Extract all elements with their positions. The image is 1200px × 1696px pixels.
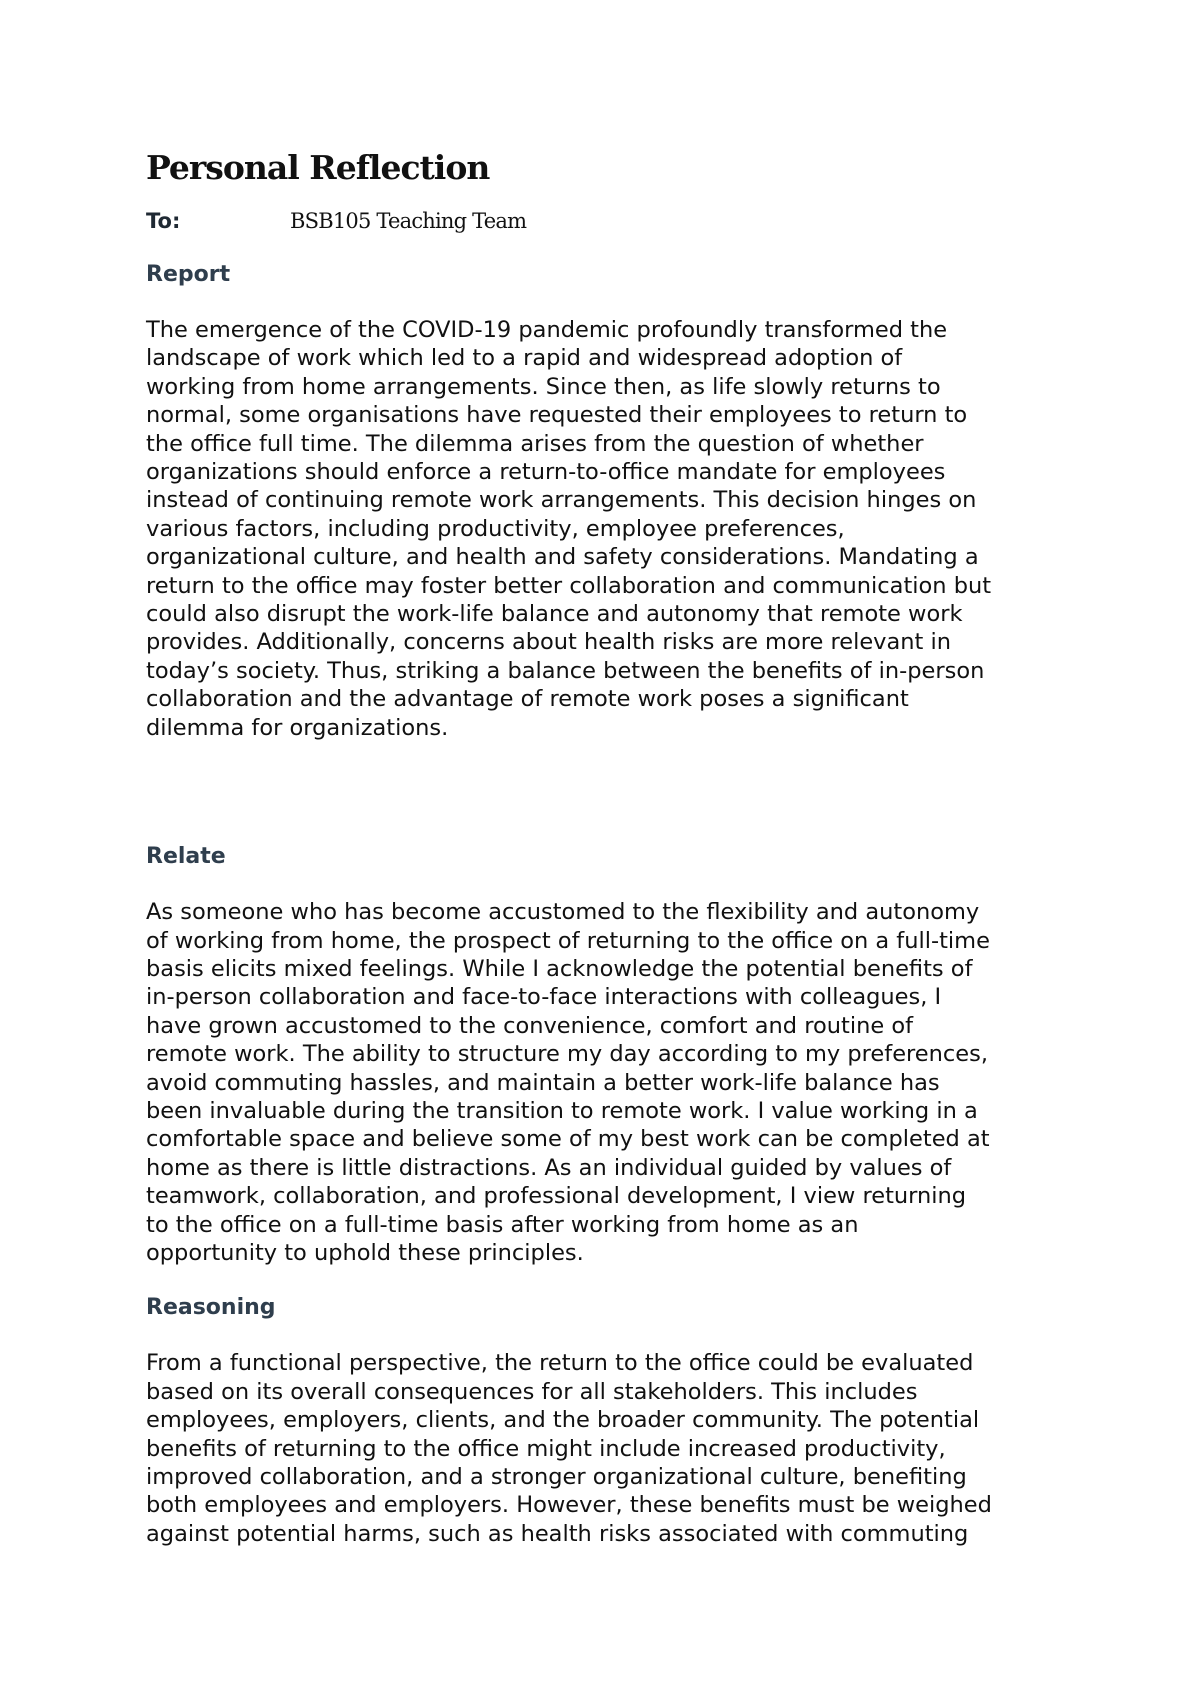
section-heading-report: Report (146, 262, 231, 287)
section-heading-reasoning: Reasoning (146, 1295, 276, 1321)
recipient-value: BSB105 Teaching Team (290, 209, 527, 233)
recipient-label: To: (146, 209, 181, 233)
recipient-line (146, 204, 1066, 238)
section-body-relate: As someone who has become accustomed to the flexibility and autonomy of working from home, the prospect of returning to the office on a full-time basis elicits mixed feelings. While I acknowledge the potential benefits of in-person collaboration and face-to-face interactions with colleagues, I have grown accustomed to the convenience, comfort and routine of remote work. The ability to structure my day according to my preferences, avoid commuting hassles, and maintain a better work-life balance has been invaluable during the transition to remote work. I value working in a comfortable space and believe some of my best work can be completed at home as there is little distractions. As an individual guided by values of teamwork, collaboration, and professional development, I view returning to the office on a full-time basis after working from home as an opportunity to uphold these principles. (146, 899, 990, 1266)
section-heading-relate: Relate (146, 844, 226, 870)
document-content (146, 146, 1066, 1548)
section-body-report: The emergence of the COVID-19 pandemic profoundly transformed the landscape of work which led to a rapid and widespread adoption of working from home arrangements. Since then, as life slowly returns to normal, some organisations have requested their employees to return to the office full time. The dilemma arises from the question of whether organizations should enforce a return-to-office mandate for employees instead of continuing remote work arrangements. This decision hinges on various factors, including productivity, employee preferences, organizational culture, and health and safety considerations. Mandating a return to the office may foster better collaboration and communication but could also disrupt the work-life balance and autonomy that remote work provides. Additionally, concerns about health risks are more relevant in today’s society. Thus, striking a balance between the benefits of in-person collaboration and the advantage of remote work poses a significant dilemma for organizations. (146, 317, 992, 741)
section-body-reasoning: From a functional perspective, the return to the office could be evaluated based on its overall consequences for all stakeholders. This includes employees, employers, clients, and the broader community. The potential benefits of returning to the office might include increased productivity, improved collaboration, and a stronger organizational culture, benefiting both employees and employers. However, these benefits must be weighed against potential harms, such as health risks associated with commuting (146, 1350, 992, 1547)
document-title: Personal Reflection (146, 148, 490, 187)
